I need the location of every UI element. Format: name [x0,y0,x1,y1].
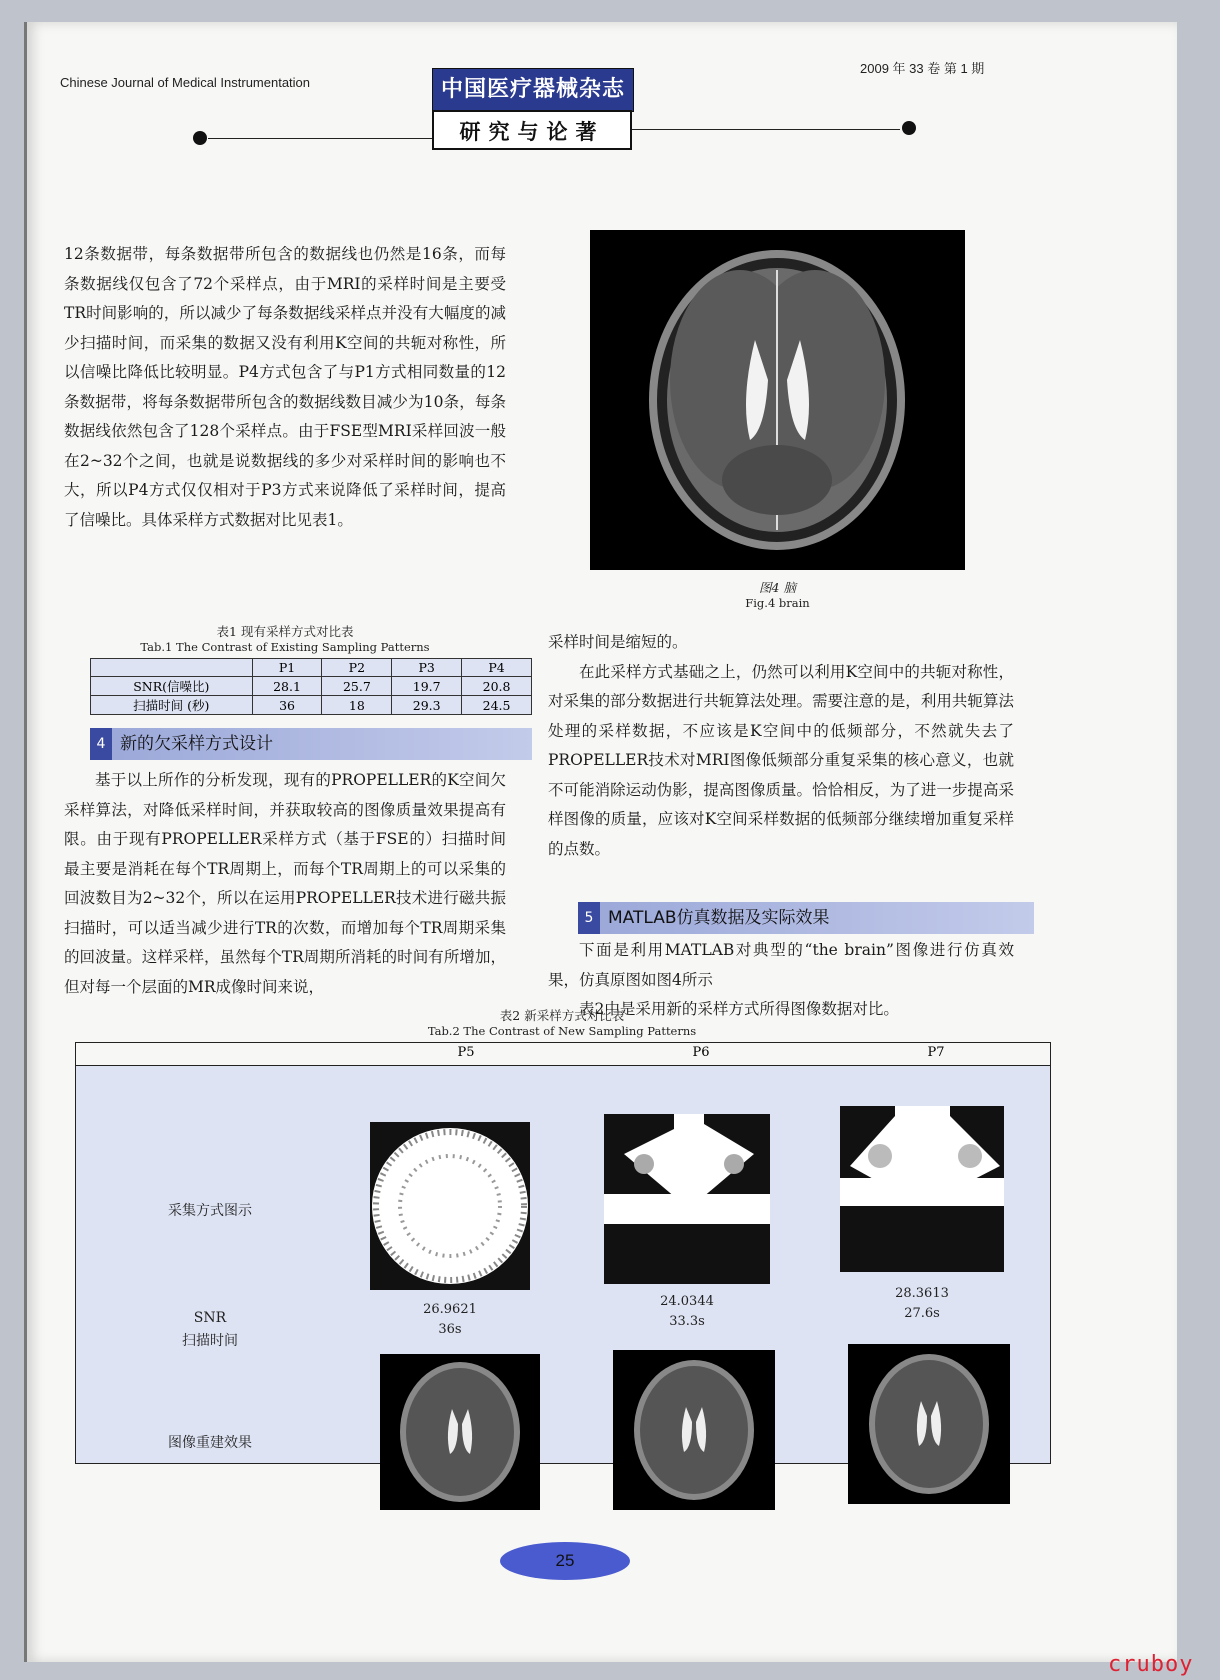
issue-info: 2009 年 33 卷 第 1 期 [860,61,985,76]
p5-snr-value: 26.9621 [423,1302,477,1317]
header-dot-right [902,121,916,135]
table-row [91,696,532,715]
table2-header-row [75,1042,1051,1066]
table-header-cell: P3 [392,659,462,677]
p7-time-value: 27.6s [904,1306,940,1321]
pattern-image-p6 [604,1114,770,1284]
figure4-caption-cn: 图4 脑 [759,580,796,595]
table1-caption-cn: 表1 现有采样方式对比表 [216,624,354,639]
p7-sampling-graphic [840,1106,1004,1272]
table-cell: 25.7 [322,677,392,696]
p6-sampling-graphic [604,1114,770,1284]
right-paragraph-1: 采样时间是缩短的。 [548,633,688,651]
pattern-image-p5 [370,1122,530,1290]
table2-row-pattern-label: 采集方式图示 [168,1203,252,1219]
table-row-label: SNR(信噪比) [91,677,253,696]
watermark-text: cruboy [1108,1652,1194,1677]
table-cell: 28.1 [252,677,322,696]
table-cell: 36 [252,696,322,715]
table-cell: 20.8 [462,677,532,696]
table2-caption-en: Tab.2 The Contrast of New Sampling Patterns [427,1024,697,1038]
right-paragraph-2: 在此采样方式基础之上，仍然可以利用K空间中的共轭对称性，对采集的部分数据进行共轭算法处理。需要注意的是，利用共轭算法处理的采样数据，不应该是K空间中的低频部分，不然就失去了PROPELLER技术对MRI图像低频部分重复采集的核心意义，也就不可能消除运动伪影，提高图像质量。恰恰相反，为了进一步提高采样图像的质量，应该对K空间采样数据的低频部分继续增加重复采样的点数。 [548,662,1014,858]
section4-paragraph: 基于以上所作的分析发现，现有的PROPELLER的K空间欠采样算法，对降低采样时间，并获取较高的图像质量效果提高有限。由于现有PROPELLER采样方式（基于FSE的）扫描时间最主要是消耗在每个TR周期上，而每个TR周期上的可以采集的回波数目为2~32个，所以在运用PROPELLER技术进行磁共振扫描时，可以适当减少进行TR的次数，而增加每个TR周期采集的回波量。这样采样，虽然每个TR周期所消耗的时间有所增加，但对每一个层面的MR成像时间来说， [64,771,506,996]
p6-recon-brain-graphic [613,1350,775,1510]
p5-time-value: 36s [438,1322,462,1337]
p7-snr-value: 28.3613 [895,1286,949,1301]
journal-english-name: Chinese Journal of Medical Instrumentation [60,75,311,90]
p5-recon-brain-graphic [380,1354,540,1510]
section4-number: 4 [90,728,112,760]
header-rule-left [208,138,432,139]
recon-image-p6 [613,1350,775,1510]
figure4-caption-en: Fig.4 brain [745,596,810,610]
p6-snr-value: 24.0344 [660,1294,714,1309]
table-cell [91,659,253,677]
header-rule-right [632,129,900,130]
section4-text [64,766,506,1002]
table-cell: 29.3 [392,696,462,715]
p7-recon-brain-graphic [848,1344,1010,1504]
table2-caption-cn: 表2 新采样方式对比表 [499,1008,625,1023]
table-cell: 24.5 [462,696,532,715]
table2-col-p7: P7 [927,1045,945,1060]
section5-title: MATLAB仿真数据及实际效果 [608,908,830,928]
left-paragraph: 12条数据带，每条数据带所包含的数据线也仍然是16条，而每条数据线仅包含了72个采样点，由于MRI的采样时间是主要受TR时间影响的，所以减少了每条数据线采样点并没有大幅度的减少扫描时间，而采集的数据又没有利用K空间的共轭对称性，所以信噪比降低比较明显。P4方式包含了与P1方式相同数量的12条数据带，将每条数据带所包含的数据线数目减少为10条，每条数据线依然包含了128个采样点。由于FSE型MRI采样回波一般在2~32个之间，也就是说数据线的多少对采样时间的影响也不大，所以P4方式仅仅相对于P3方式来说降低了采样时间，提高了信噪比。具体采样方式数据对比见表1。 [64,245,506,529]
section4-heading [90,728,532,760]
journal-logo: 中国医疗器械杂志 [432,68,634,112]
table2-row-recon-label: 图像重建效果 [168,1435,252,1451]
right-column-text [548,628,1014,864]
recon-image-p5 [380,1354,540,1510]
table-header-cell: P1 [252,659,322,677]
table2-col-p5: P5 [457,1045,475,1060]
table-header-cell: P4 [462,659,532,677]
section5-paragraph-1: 下面是利用MATLAB对典型的“the brain”图像进行仿真效果，仿真原图如图4所示 [548,941,1014,989]
table2-row-snr-label: SNR [193,1310,227,1326]
table-cell: 19.7 [392,677,462,696]
table-row [91,677,532,696]
p6-time-value: 33.3s [669,1314,705,1329]
recon-image-p7 [848,1344,1010,1504]
section-title: 研究与论著 [432,110,632,150]
table-row [91,659,532,677]
section5-number: 5 [578,902,600,934]
figure4-brain-image [590,230,965,570]
brain-mri-graphic [590,230,965,570]
section4-title: 新的欠采样方式设计 [120,734,273,754]
table-cell: 18 [322,696,392,715]
table2-col-p6: P6 [692,1045,710,1060]
table1 [90,658,532,715]
section5-paragraph-2: 表2中是采用新的采样方式所得图像数据对比。 [579,1000,899,1018]
section5-heading [578,902,1034,934]
header-dot-left [193,131,207,145]
left-column-text [64,240,506,535]
table2-row-time-label: 扫描时间 [182,1333,238,1349]
table1-caption-en: Tab.1 The Contrast of Existing Sampling Patterns [140,640,430,654]
p5-sampling-graphic [370,1122,530,1290]
table-row-label: 扫描时间 (秒) [91,696,253,715]
table-header-cell: P2 [322,659,392,677]
page-number: 25 [500,1542,630,1580]
pattern-image-p7 [840,1106,1004,1272]
